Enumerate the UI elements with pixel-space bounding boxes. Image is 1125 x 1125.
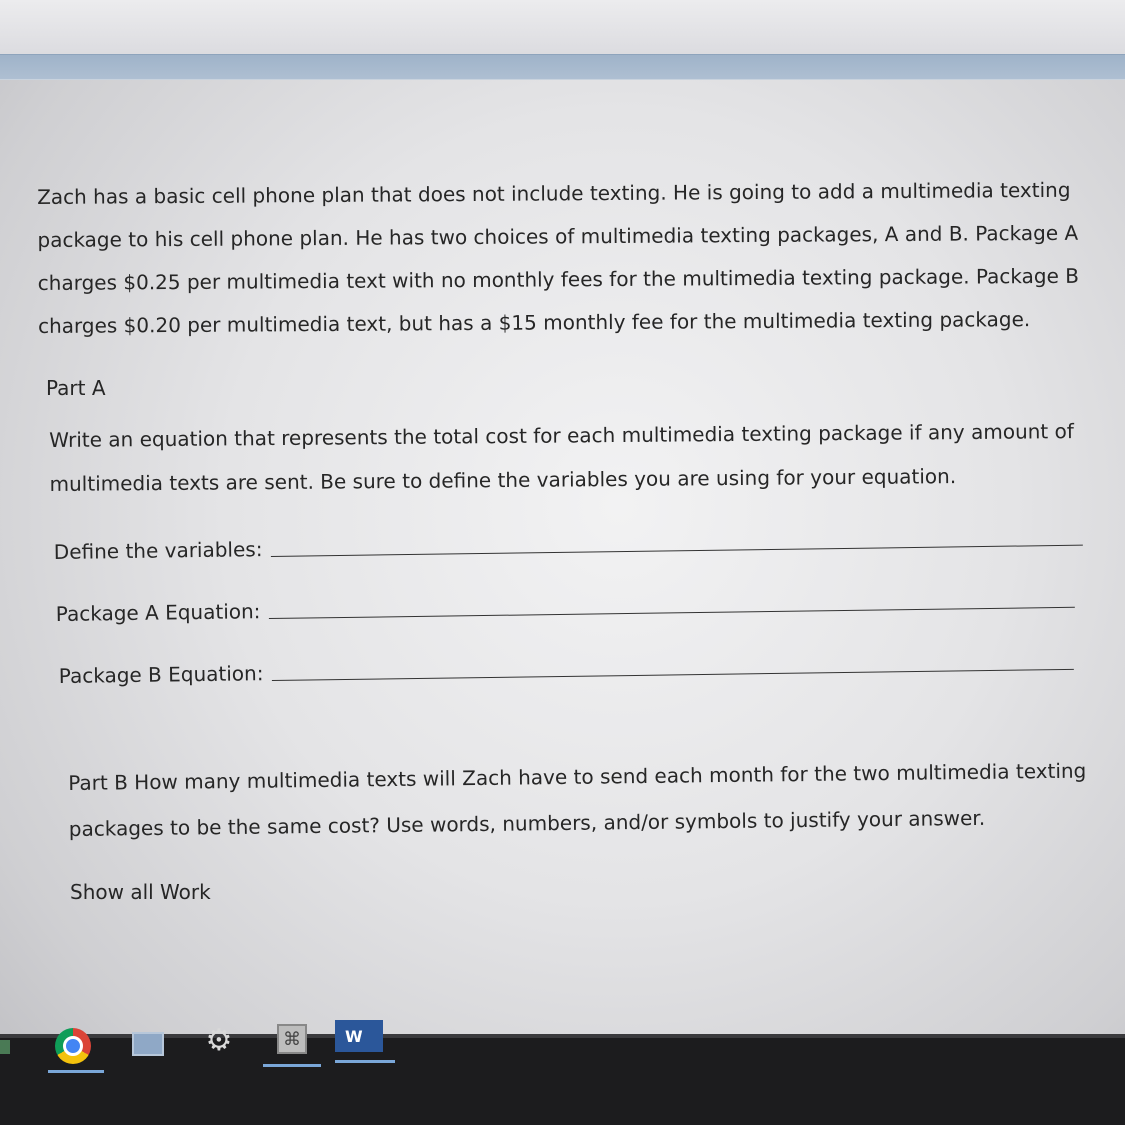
gear-icon[interactable]: ⚙ (205, 1023, 233, 1058)
define-variables-label: Define the variables: (53, 537, 263, 564)
maps-icon[interactable]: ⌘ (277, 1024, 307, 1054)
chrome-active-indicator (48, 1070, 104, 1073)
part-a-heading: Part A (46, 376, 106, 400)
package-b-equation-label: Package B Equation: (58, 661, 264, 688)
document-page (0, 80, 1125, 1038)
package-a-equation-row (56, 588, 1075, 626)
package-a-equation-answer-line[interactable] (269, 607, 1075, 619)
ribbon-strip (0, 54, 1125, 80)
word-active-indicator (335, 1060, 395, 1063)
part-b-text: Part B How many multimedia texts will Zach have to send each month for the two multimedia texting packages to be the same cost? Use words, numbers, and/or symbols to justify your answer. (68, 758, 1087, 841)
window-top-margin (0, 0, 1125, 54)
maps-active-indicator (263, 1064, 321, 1067)
define-variables-row (54, 526, 1083, 564)
word-icon[interactable]: W (335, 1020, 383, 1052)
show-work-label: Show all Work (70, 880, 211, 904)
start-button-edge[interactable] (0, 1040, 10, 1054)
file-explorer-icon[interactable] (132, 1032, 164, 1056)
taskbar (0, 1038, 1125, 1125)
package-b-equation-answer-line[interactable] (272, 669, 1074, 681)
chrome-icon[interactable] (55, 1028, 91, 1064)
package-a-equation-label: Package A Equation: (55, 599, 261, 626)
package-b-equation-row (59, 650, 1074, 688)
problem-text: Zach has a basic cell phone plan that does not include texting. He is going to add a multimedia texting package to his cell phone plan. He has two choices of multimedia texting packages, A and B. Package A charges $0.25 per multimedia text with no monthly fees for the multimedia texting package. Package B charges $0.20 per multimedia text, but has a $15 monthly fee for the multimedia texting package. (37, 177, 1080, 338)
define-variables-answer-line[interactable] (271, 545, 1083, 557)
part-a-text: Write an equation that represents the total cost for each multimedia texting package if any amount of multimedia texts are sent. Be sure to define the variables you are using for your equation. (49, 419, 1074, 496)
